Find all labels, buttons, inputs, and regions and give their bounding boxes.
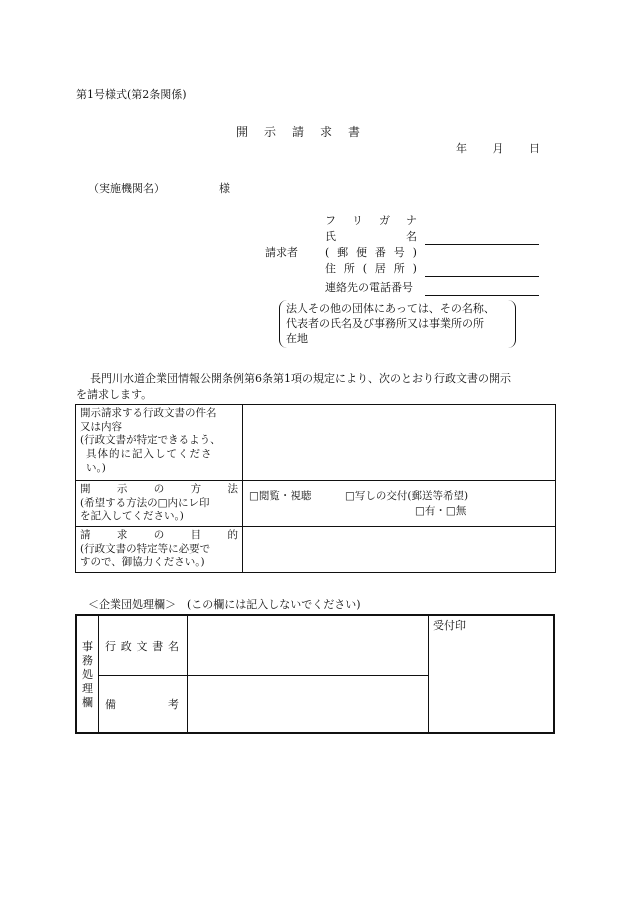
phone-field[interactable] (425, 295, 539, 296)
table-row (76, 526, 556, 572)
phone-label: 連絡先の電話番号 (325, 281, 413, 294)
address-field[interactable] (425, 276, 539, 277)
addressee-honorific: 様 (219, 182, 230, 195)
intro-text: 長門川水道企業団情報公開条例第6条第1項の規定により、次のとおり行政文書の開示 (90, 372, 511, 385)
date-year: 年 (456, 142, 467, 155)
date-day: 日 (529, 142, 540, 155)
date-month: 月 (492, 142, 504, 155)
name-field[interactable] (425, 244, 539, 245)
page-title: 開 示 請 求 書 (236, 125, 363, 139)
divider (428, 614, 429, 734)
intro-text-2: を請求します。 (76, 388, 153, 401)
divider (187, 614, 188, 734)
method-label: 開 示 の 方 法 (希望する方法の□内にレ印 を記入してください。) (76, 481, 243, 527)
form-number: 第1号様式(第2条関係) (76, 88, 187, 101)
purpose-field[interactable] (243, 526, 556, 572)
remarks-label: 備 考 (105, 698, 179, 711)
office-side-label: 事 務 処 理 欄 (82, 640, 93, 709)
table-row (76, 481, 556, 527)
divider (98, 614, 99, 734)
doc-name-label: 行 政 文 書 名 (105, 640, 179, 653)
doc-subject-field[interactable] (243, 405, 556, 481)
divider (98, 675, 428, 676)
address-label: 住 所 ( 居 所 ) (325, 262, 417, 275)
requester-note: 法人その他の団体にあっては、その名称、 代表者の氏名及び事務所又は事業所の所 在地 (286, 302, 495, 345)
postal-code-label: ( 郵 便 番 号 ) (325, 246, 417, 259)
office-section-frame (75, 614, 555, 734)
table-row (76, 405, 556, 481)
method-options (243, 481, 556, 527)
request-table (75, 404, 556, 573)
purpose-label: 請 求 の 目 的 (行政文書の特定等に必要で すので、御協力ください。) (76, 526, 243, 572)
date-line (456, 142, 540, 155)
requester-label: 請求者 (265, 246, 298, 259)
addressee-org: （実施機関名） (88, 182, 165, 195)
office-section-heading: ＜企業団処理欄＞ (この欄には記入しないでください) (88, 598, 361, 611)
name-label: 氏 名 (325, 230, 417, 243)
option-mail-checkbox[interactable]: □有・□無 (415, 505, 467, 518)
furigana-label: フ リ ガ ナ (325, 214, 417, 227)
option-view-checkbox[interactable]: □閲覧・視聴 (249, 490, 312, 503)
reception-stamp-label: 受付印 (433, 619, 466, 632)
option-copy-checkbox[interactable]: □写しの交付(郵送等希望) (345, 490, 469, 503)
doc-subject-label: 開示請求する行政文書の件名 又は内容 (行政文書が特定できるよう、 具体的に記入してくださ い。) (76, 405, 243, 481)
